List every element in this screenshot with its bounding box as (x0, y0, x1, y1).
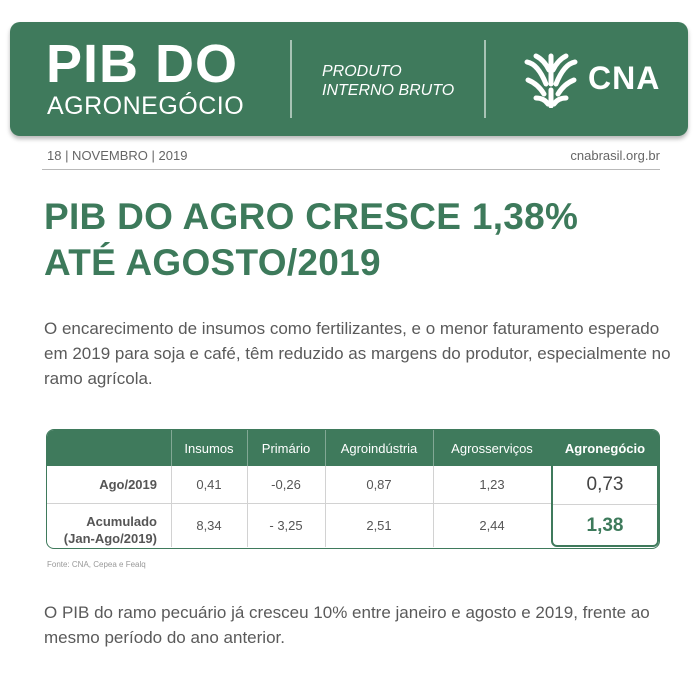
cell-ago-primario: -0,26 (271, 477, 301, 492)
title-big: PIB DO (46, 34, 239, 94)
logo-text: CNA (588, 60, 661, 96)
header-subtitle (322, 62, 454, 100)
closing-paragraph: O PIB do ramo pecuário já cresceu 10% entre janeiro e agosto e 2019, frente ao mesmo período do ano anterior. (44, 603, 650, 647)
cell-acum-agronegocio: 1,38 (586, 514, 624, 536)
gdp-table (46, 429, 660, 549)
cell-ago-agroindustria: 0,87 (366, 477, 392, 492)
header-banner (10, 22, 688, 136)
subtitle-line1: PRODUTO (322, 63, 402, 80)
col-header-insumos: Insumos (184, 440, 234, 456)
col-header-agroindustria: Agroindústria (340, 440, 418, 456)
headline-line1: PIB DO AGRO CRESCE 1,38% (44, 196, 579, 237)
subtitle-line2: INTERNO BRUTO (322, 82, 455, 99)
col-header-primario: Primário (261, 440, 311, 456)
header-divider-right (484, 40, 486, 118)
cell-ago-agronegocio: 0,73 (586, 473, 624, 495)
row-label-ago: Ago/2019 (99, 477, 157, 492)
cell-acum-insumos: 8,34 (196, 518, 222, 533)
site-link[interactable]: cnabrasil.org.br (570, 148, 660, 163)
col-header-agrosservicos: Agrosserviços (451, 440, 533, 456)
headline-line2: ATÉ AGOSTO/2019 (44, 242, 381, 283)
title-small: AGRONEGÓCIO (47, 92, 245, 120)
agronegocio-highlight-box (551, 430, 659, 547)
row-label-acumulado: Acumulado (Jan-Ago/2019) (63, 514, 157, 546)
cell-acum-agrosservicos: 2,44 (479, 518, 505, 533)
cna-wheat-logo-icon (522, 50, 580, 108)
intro-paragraph: O encarecimento de insumos como fertilizantes, e o menor faturamento esperado em 2019 para soja e café, têm reduzido as margens do produtor, especialmente no ramo agrícola. (44, 319, 671, 388)
cell-acum-agroindustria: 2,51 (366, 518, 392, 533)
header-rule (42, 169, 660, 170)
source-note: Fonte: CNA, Cepea e Fealq (47, 560, 146, 569)
headline (44, 194, 684, 286)
cell-ago-insumos: 0,41 (196, 477, 222, 492)
col-header-agronegocio: Agronegócio (564, 440, 646, 456)
cell-acum-primario: - 3,25 (269, 518, 303, 533)
header-divider-left (290, 40, 292, 118)
dateline: 18 | NOVEMBRO | 2019 (47, 148, 188, 163)
cell-ago-agrosservicos: 1,23 (479, 477, 505, 492)
